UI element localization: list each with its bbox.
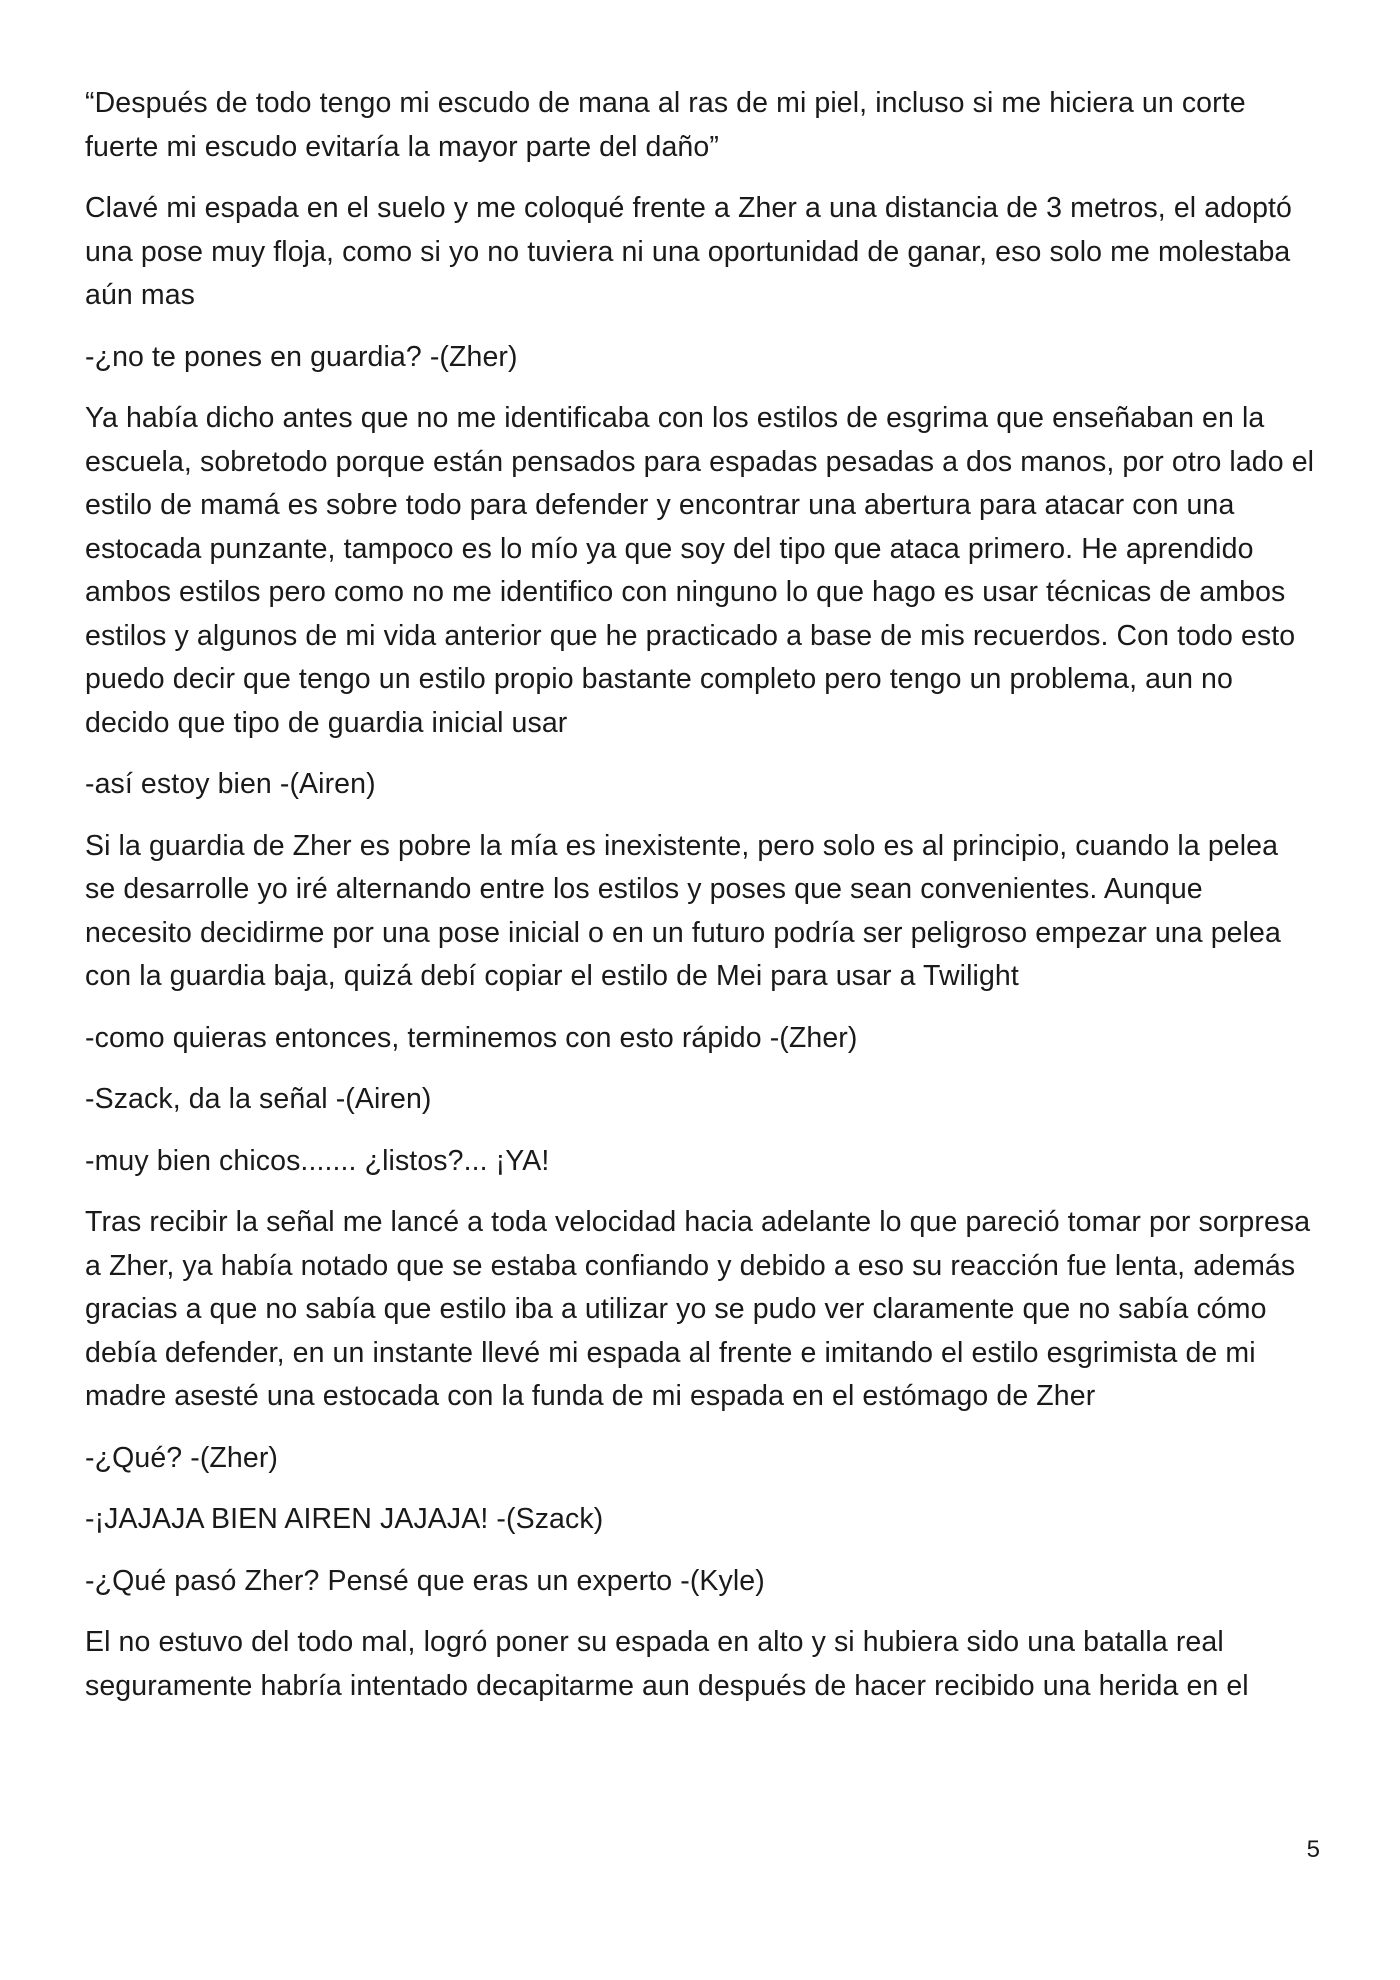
dialogue-line: -¿Qué? -(Zher) xyxy=(85,1441,279,1474)
dialogue-line: -Szack, da la señal -(Airen) xyxy=(85,1083,432,1115)
dialogue-line: -¡JAJAJA BIEN AIREN JAJAJA! -(Szack) xyxy=(85,1503,604,1535)
dialogue-line: -así estoy bien -(Airen) xyxy=(85,768,376,800)
dialogue-line: -como quieras entonces, terminemos con esto rápido -(Zher) xyxy=(85,1021,858,1054)
text-body xyxy=(85,82,1315,1726)
paragraph: “Después de todo tengo mi escudo de mana al ras de mi piel, incluso si me hiciera un corte fuerte mi escudo evitaría la mayor parte del daño” xyxy=(85,87,1246,163)
paragraph: Si la guardia de Zher es pobre la mía es inexistente, pero solo es al principio, cuando la pelea se desarrolle yo iré alternando entre los estilos y poses que sean convenientes. Aunque necesito decidirme por una pose inicial o en un futuro podría ser peligroso empezar una pelea con la guardia baja, quizá debí copiar el estilo de Mei para usar a Twilight xyxy=(85,829,1281,992)
dialogue-line: -muy bien chicos....... ¿listos?... ¡YA! xyxy=(85,1144,550,1177)
dialogue-line: -¿Qué pasó Zher? Pensé que eras un experto -(Kyle) xyxy=(85,1564,765,1597)
paragraph: El no estuvo del todo mal, logró poner su espada en alto y si hubiera sido una batalla real seguramente habría intentado decapitarme aun después de hacer recibido una herida en el xyxy=(85,1626,1249,1702)
page-number: 5 xyxy=(1306,1836,1320,1863)
dialogue-line: -¿no te pones en guardia? -(Zher) xyxy=(85,340,518,373)
paragraph: Clavé mi espada en el suelo y me coloqué frente a Zher a una distancia de 3 metros, el adoptó una pose muy floja, como si yo no tuviera ni una oportunidad de ganar, eso solo me molestaba aún mas xyxy=(85,192,1293,311)
paragraph: Tras recibir la señal me lancé a toda velocidad hacia adelante lo que pareció tomar por sorpresa a Zher, ya había notado que se estaba confiando y debido a eso su reacción fue lenta, además gracias a que no sabía que estilo iba a utilizar yo se pudo ver claramente que no sabía cómo debía defender, en un instante llevé mi espada al frente e imitando el estilo esgrimista de mi madre asesté una estocada con la funda de mi espada en el estómago de Zher xyxy=(85,1206,1311,1412)
paragraph: Ya había dicho antes que no me identificaba con los estilos de esgrima que enseñaban en la escuela, sobretodo porque están pensados para espadas pesadas a dos manos, por otro lado el estilo de mamá es sobre todo para defender y encontrar una abertura para atacar con una estocada punzante, tampoco es lo mío ya que soy del tipo que ataca primero. He aprendido ambos estilos pero como no me identifico con ninguno lo que hago es usar técnicas de ambos estilos y algunos de mi vida anterior que he practicado a base de mis recuerdos. Con todo esto puedo decir que tengo un estilo propio bastante completo pero tengo un problema, aun no decido que tipo de guardia inicial usar xyxy=(85,402,1315,739)
